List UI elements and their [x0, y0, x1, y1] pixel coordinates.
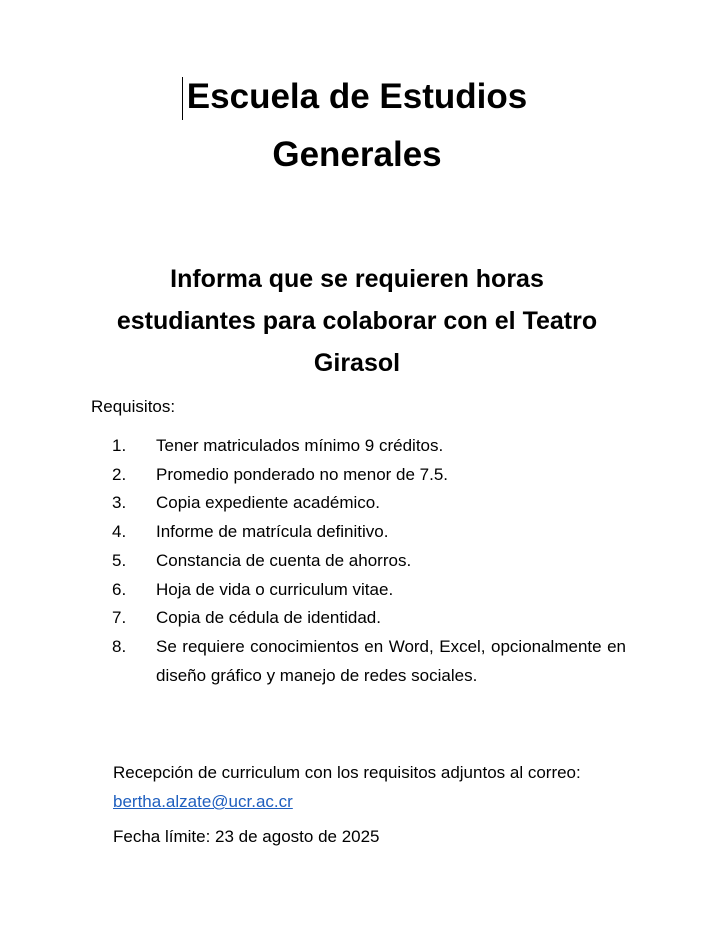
- list-item: [112, 604, 626, 633]
- list-item-number: 6.: [112, 579, 127, 599]
- list-item-text: Se requiere conocimientos en Word, Excel, opcionalmente en diseño gráfico y manejo de redes sociales.: [156, 636, 626, 685]
- heading-line: Girasol: [313, 349, 401, 377]
- list-item-text: Constancia de cuenta de ahorros.: [156, 550, 412, 570]
- list-item-number: 5.: [112, 550, 127, 570]
- requirements-list: [112, 432, 626, 690]
- list-item-text: Copia expediente académico.: [156, 493, 380, 513]
- list-item-number: 1.: [112, 436, 127, 455]
- title-line: Generales: [272, 135, 442, 174]
- announcement-heading: [60, 258, 654, 384]
- list-item: [112, 576, 626, 605]
- list-item: [112, 518, 626, 547]
- list-item-text: Copia de cédula de identidad.: [156, 608, 381, 628]
- list-item-text: Informe de matrícula definitivo.: [156, 522, 389, 542]
- page-title: [0, 68, 714, 184]
- list-item: [112, 633, 626, 690]
- list-item: [112, 432, 626, 461]
- list-item-number: 3.: [112, 493, 127, 513]
- heading-line: Informa que se requieren horas: [170, 265, 544, 293]
- list-item-text: Hoja de vida o curriculum vitae.: [156, 579, 394, 599]
- heading-line: estudiantes para colaborar con el Teatro: [116, 307, 598, 335]
- list-item-number: 8.: [112, 636, 127, 656]
- reception-text: Recepción de curriculum con los requisitos adjuntos al correo:: [113, 763, 581, 782]
- reception-paragraph: [113, 758, 613, 816]
- list-item: [112, 547, 626, 576]
- deadline-text: Fecha límite: 23 de agosto de 2025: [113, 827, 380, 846]
- title-line: Escuela de Estudios: [186, 77, 528, 116]
- list-item-number: 4.: [112, 522, 127, 542]
- list-item: [112, 489, 626, 518]
- list-item: [112, 461, 626, 490]
- requirements-label: Requisitos:: [91, 397, 176, 416]
- list-item-text: Tener matriculados mínimo 9 créditos.: [156, 436, 444, 455]
- list-item-number: 2.: [112, 464, 127, 484]
- email-link[interactable]: bertha.alzate@ucr.ac.cr: [113, 792, 293, 811]
- list-item-number: 7.: [112, 608, 127, 628]
- list-item-text: Promedio ponderado no menor de 7.5.: [156, 464, 449, 484]
